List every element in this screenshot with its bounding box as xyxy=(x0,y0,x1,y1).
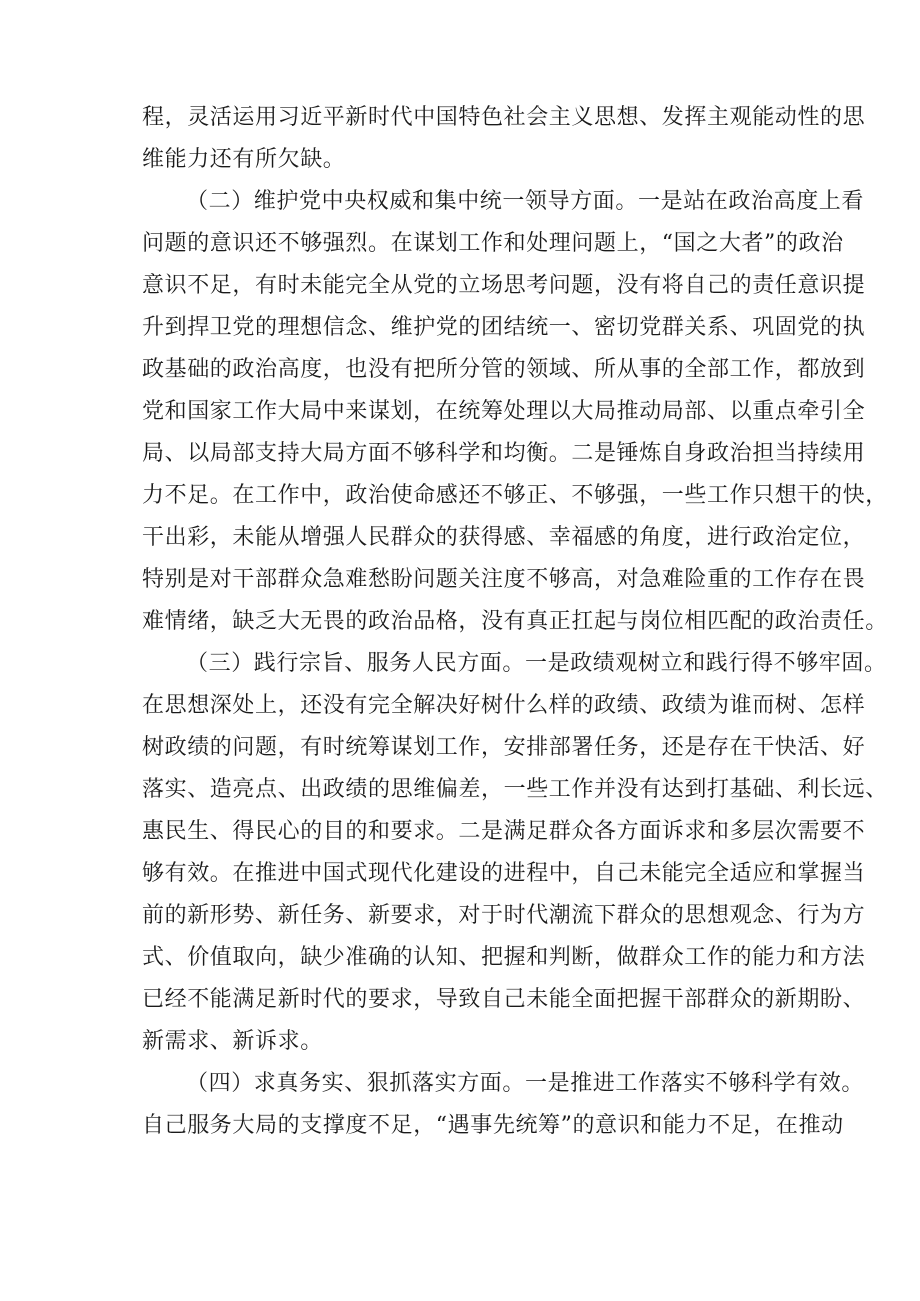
text-line: 前的新形势、新任务、新要求，对于时代潮流下群众的思想观念、行为方 xyxy=(142,903,866,928)
text-line: 够有效。在推进中国式现代化建设的进程中，自己未能完全适应和掌握当 xyxy=(142,861,866,886)
text-line: 意识不足，有时未能完全从党的立场思考问题，没有将自己的责任意识提 xyxy=(142,273,866,298)
text-line: 政基础的政治高度，也没有把所分管的领域、所从事的全部工作，都放到 xyxy=(142,357,866,382)
text-line: 惠民生、得民心的目的和要求。二是满足群众各方面诉求和多层次需要不 xyxy=(142,819,866,844)
text-line: 自己服务大局的支撑度不足，“遇事先统筹”的意识和能力不足，在推动 xyxy=(142,1113,844,1138)
section-three-heading-line: （三）践行宗旨、服务人民方面。一是政绩观树立和践行得不够牢固。 xyxy=(186,651,887,676)
text-line: 干出彩，未能从增强人民群众的获得感、幸福感的角度，进行政治定位， xyxy=(142,525,866,550)
text-line: 程，灵活运用习近平新时代中国特色社会主义思想、发挥主观能动性的思 xyxy=(142,105,866,130)
text-line: 难情绪，缺乏大无畏的政治品格，没有真正扛起与岗位相匹配的政治责任。 xyxy=(142,609,888,634)
text-line: 树政绩的问题，有时统筹谋划工作，安排部署任务，还是存在干快活、好 xyxy=(142,735,866,760)
text-line: 新需求、新诉求。 xyxy=(142,1029,323,1054)
section-two-heading-line: （二）维护党中央权威和集中统一领导方面。一是站在政治高度上看 xyxy=(186,189,865,214)
text-line: 特别是对干部群众急难愁盼问题关注度不够高，对急难险重的工作存在畏 xyxy=(142,567,866,592)
text-line: 落实、造亮点、出政绩的思维偏差，一些工作并没有达到打基础、利长远、 xyxy=(142,777,888,802)
section-four-heading-line: （四）求真务实、狠抓落实方面。一是推进工作落实不够科学有效。 xyxy=(186,1071,865,1096)
text-line: 在思想深处上，还没有完全解决好树什么样的政绩、政绩为谁而树、怎样 xyxy=(142,693,866,718)
text-line: 问题的意识还不够强烈。在谋划工作和处理问题上，“国之大者”的政治 xyxy=(142,231,844,256)
text-line: 式、价值取向，缺少准确的认知、把握和判断，做群众工作的能力和方法 xyxy=(142,945,866,970)
text-line: 升到捍卫党的理想信念、维护党的团结统一、密切党群关系、巩固党的执 xyxy=(142,315,866,340)
text-line: 力不足。在工作中，政治使命感还不够正、不够强，一些工作只想干的快， xyxy=(142,483,888,508)
text-line: 党和国家工作大局中来谋划，在统筹处理以大局推动局部、以重点牵引全 xyxy=(142,399,866,424)
text-line: 维能力还有所欠缺。 xyxy=(142,147,346,172)
text-line: 局、以局部支持大局方面不够科学和均衡。二是锤炼自身政治担当持续用 xyxy=(142,441,866,466)
text-line: 已经不能满足新时代的要求，导致自己未能全面把握干部群众的新期盼、 xyxy=(142,987,866,1012)
